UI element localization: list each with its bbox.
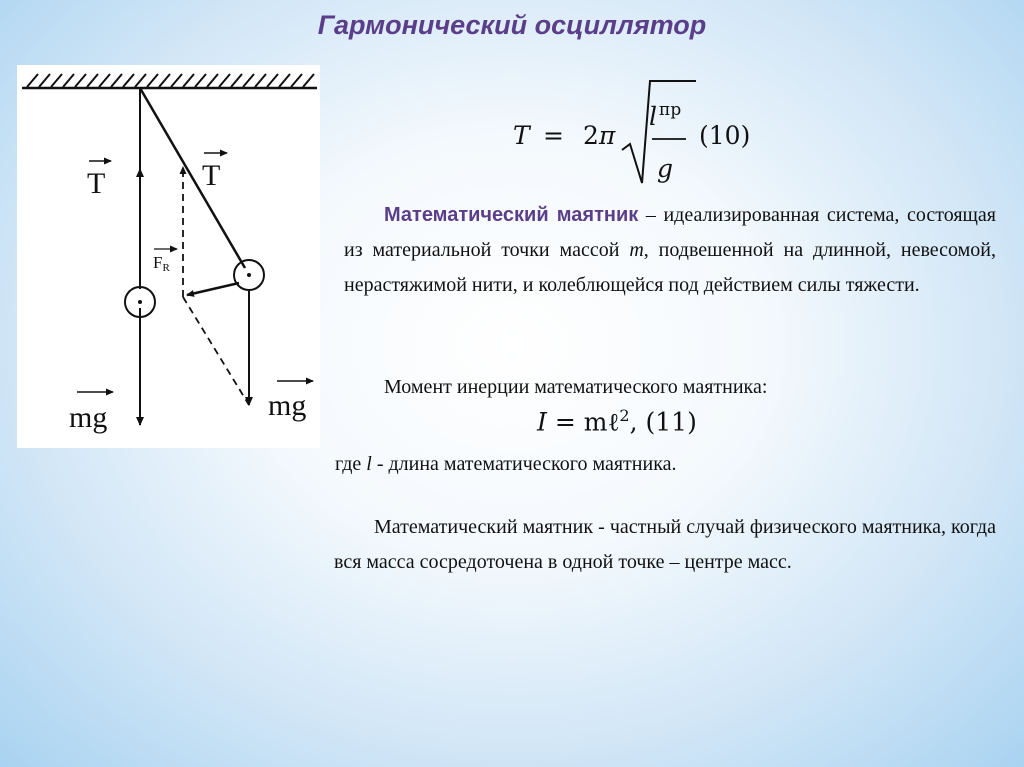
pendulum-diagram	[17, 65, 320, 448]
period-formula	[513, 78, 773, 188]
note-paragraph: Математический маятник - частный случай физического маятника, когда вся масса сосредоточена в одной точке – центре масс.	[334, 516, 996, 573]
inertia-formula: I = mℓ$^2$, (11)	[537, 406, 697, 437]
formula-numerator: l $_{пр}$	[649, 100, 682, 131]
tension-label-right: T	[202, 159, 221, 192]
gravity-label-left: mg	[69, 401, 108, 434]
definition-term: Математический маятник	[384, 204, 639, 226]
formula-period-symbol: T	[513, 121, 530, 150]
tension-label-left: T	[87, 167, 106, 200]
slide-title: Гармонический осциллятор	[317, 10, 707, 40]
gravity-label-right: mg	[268, 389, 307, 422]
formula-denominator: g	[657, 154, 674, 183]
deflected-string	[140, 88, 245, 268]
formula-equals: =	[543, 121, 564, 150]
inertia-text: Момент инерции математического маятника:	[384, 376, 768, 398]
mass-symbol: m	[629, 239, 644, 261]
formula-coefficient: 2π	[583, 121, 616, 150]
formula-number: (10)	[699, 121, 751, 150]
force-label: FR	[153, 253, 170, 274]
restoring-force-arrow	[187, 283, 239, 295]
dashed-diagonal	[183, 297, 249, 405]
where-text: где l - длина математического маятника.	[335, 453, 677, 475]
definition-paragraph: Математический маятник – идеализированная система, состоящая из материальной точки массой m, подвешенной на длинной, невесомой, нерастяжимой нити, и колеблющейся под действием силы тяжести.	[344, 204, 997, 296]
ceiling-hatching	[27, 74, 314, 87]
pendulum-figure	[17, 65, 320, 448]
